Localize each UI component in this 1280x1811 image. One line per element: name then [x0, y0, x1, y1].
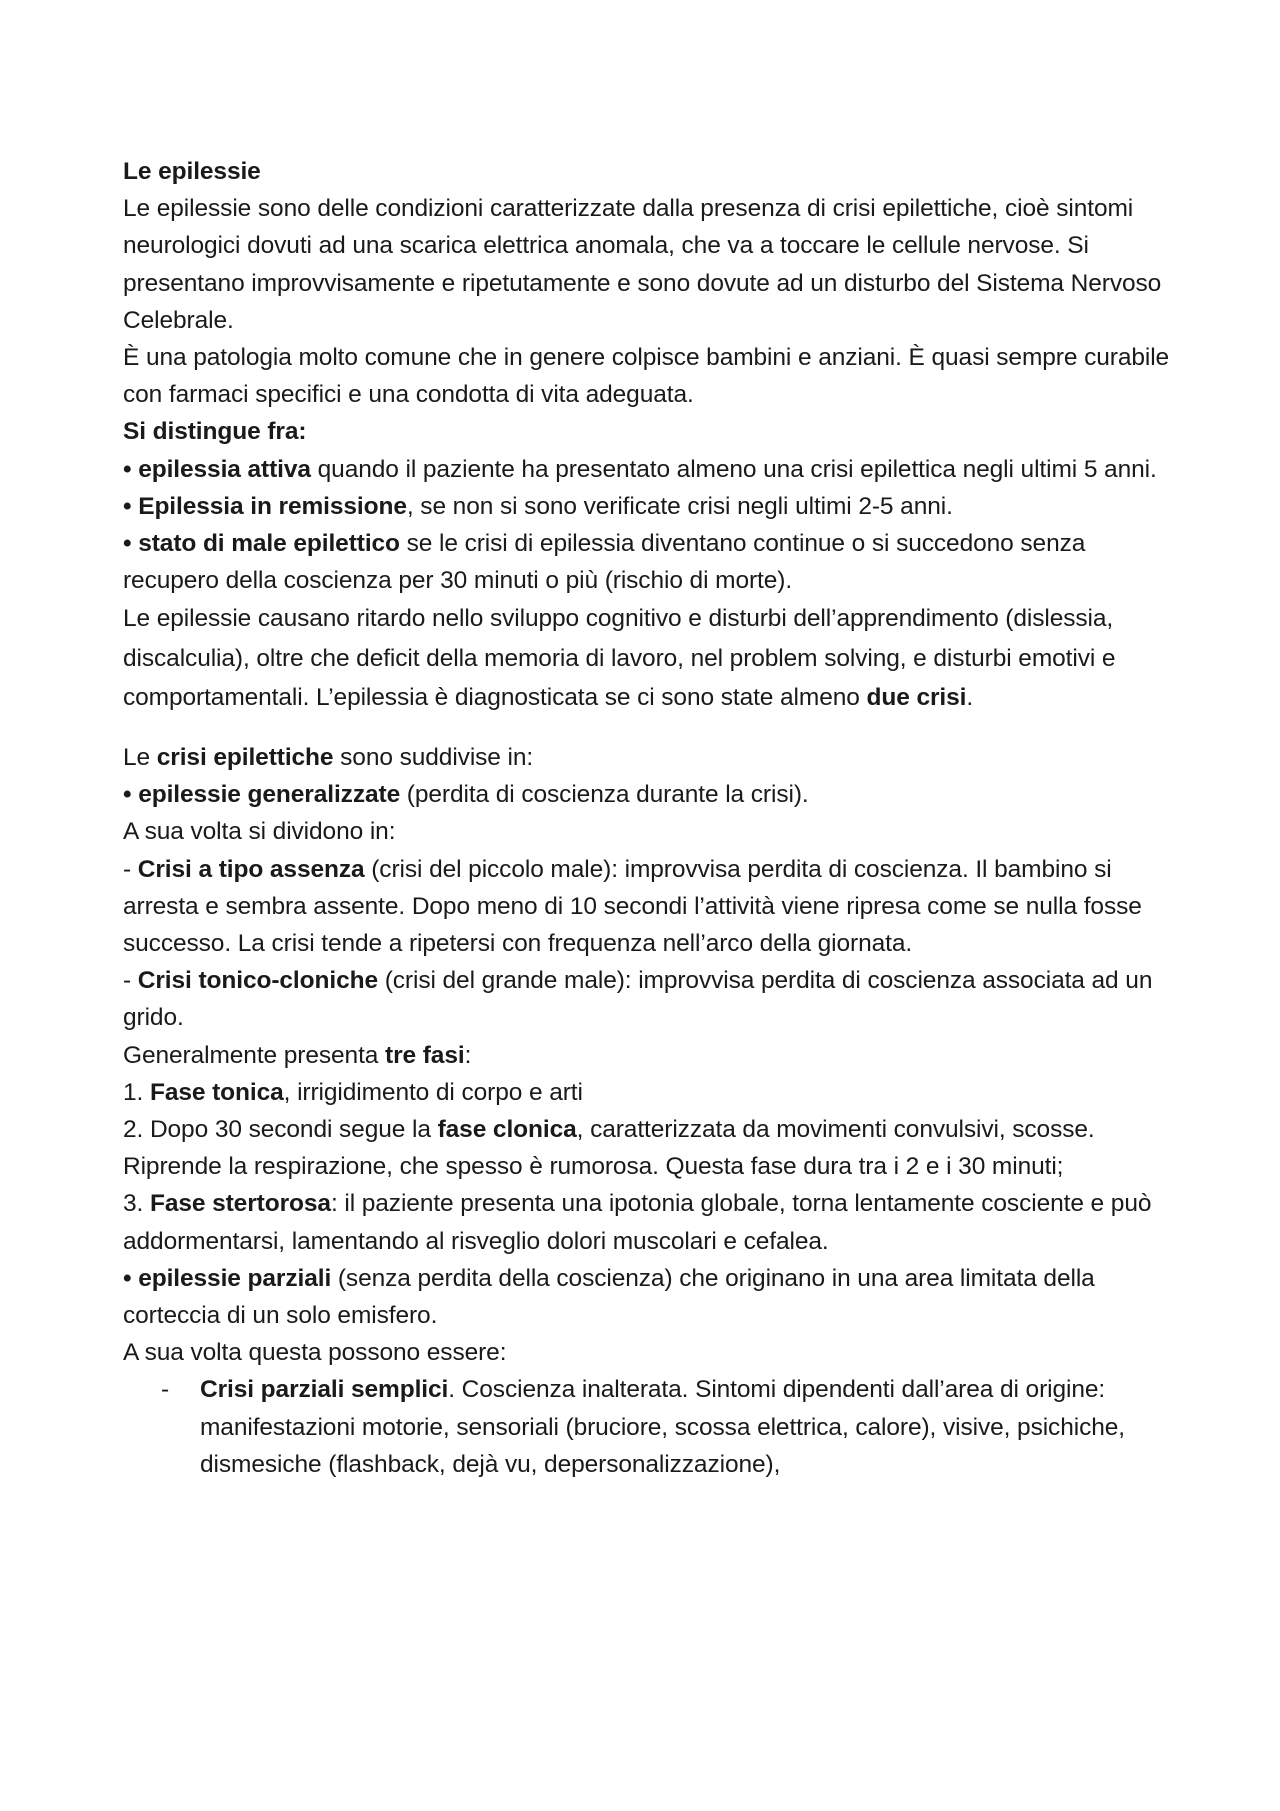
intro-paragraph-1: Le epilessie sono delle condizioni caratterizzate dalla presenza di crisi epilettiche, cioè sintomi neurologici dovuti ad una scarica elettrica anomala, che va a toccare le cellule nervose. Si presentano improvvisamente e ripetutamente e sono dovute ad un disturbo del Sistema Nervoso Celebrale. — [123, 195, 1162, 334]
intro-paragraph-2: È una patologia molto comune che in genere colpisce bambini e anziani. È quasi sempre curabile con farmaci specifici e una condotta di vita adeguata. — [123, 344, 1170, 409]
document-title: Le epilessie — [123, 158, 261, 185]
generalized-item: • epilessie generalizzate (perdita di coscienza durante la crisi). — [123, 781, 809, 809]
distinction-heading: Si distingue fra: — [123, 418, 307, 446]
simple-partial-crisis-text: Crisi parziali semplici. Coscienza inalterata. Sintomi dipendenti dall’area di origine: manifestazioni motorie, sensoriali (bruciore, scossa elettrica, calore), visive, psichiche, dismesiche (flashback, dejà vu, depersonalizzazione), — [200, 1376, 1125, 1478]
distinction-item-status: • stato di male epilettico se le crisi di epilessia diventano continue o si succedono senza recupero della coscienza per 30 minuti o più (rischio di morte). — [123, 530, 1086, 595]
document-page — [123, 153, 1183, 1483]
simple-partial-crisis-item — [161, 1371, 1183, 1483]
crisi-intro: Le crisi epilettiche sono suddivise in: — [123, 743, 534, 771]
partial-item: • epilessie parziali (senza perdita della coscienza) che originano in una area limitata della corteccia di un solo emisfero. — [123, 1264, 1095, 1329]
distinction-item-active: • epilessia attiva quando il paziente ha presentato almeno una crisi epilettica negli ultimi 5 anni. — [123, 455, 1157, 483]
phase-1: 1. Fase tonica, irrigidimento di corpo e arti — [123, 1078, 583, 1106]
tonic-clonic-crisis-item: - Crisi tonico-cloniche (crisi del grande male): improvvisa perdita di coscienza associata ad un grido. — [123, 967, 1153, 1032]
phase-3: 3. Fase stertorosa: il paziente presenta una ipotonia globale, torna lentamente cosciente e può addormentarsi, lamentando al risveglio dolori muscolari e cefalea. — [123, 1190, 1152, 1255]
absence-crisis-item: - Crisi a tipo assenza (crisi del piccolo male): improvvisa perdita di coscienza. Il bambino si arresta e sembra assente. Dopo meno di 10 secondi l’attività viene ripresa come se nulla fosse successo. La crisi tende a ripetersi con frequenza nell’arco della giornata. — [123, 855, 1142, 957]
section-gap — [123, 718, 1183, 739]
list-dash: - — [161, 1376, 170, 1404]
phases-intro: Generalmente presenta tre fasi: — [123, 1041, 472, 1069]
effects-paragraph: Le epilessie causano ritardo nello sviluppo cognitivo e disturbi dell’apprendimento (dislessia, discalculia), oltre che deficit della memoria di lavoro, nel problem solving, e disturbi emotivi e comportamentali. L’epilessia è diagnosticata se ci sono state almeno due crisi. — [123, 605, 1116, 712]
distinction-item-remission: • Epilessia in remissione, se non si sono verificate crisi negli ultimi 2-5 anni. — [123, 492, 953, 520]
generalized-subhead: A sua volta si dividono in: — [123, 818, 396, 846]
phase-2: 2. Dopo 30 secondi segue la fase clonica, caratterizzata da movimenti convulsivi, scosse. Riprende la respirazione, che spesso è rumorosa. Questa fase dura tra i 2 e i 30 minuti; — [123, 1115, 1095, 1181]
partial-subhead: A sua volta questa possono essere: — [123, 1339, 507, 1367]
